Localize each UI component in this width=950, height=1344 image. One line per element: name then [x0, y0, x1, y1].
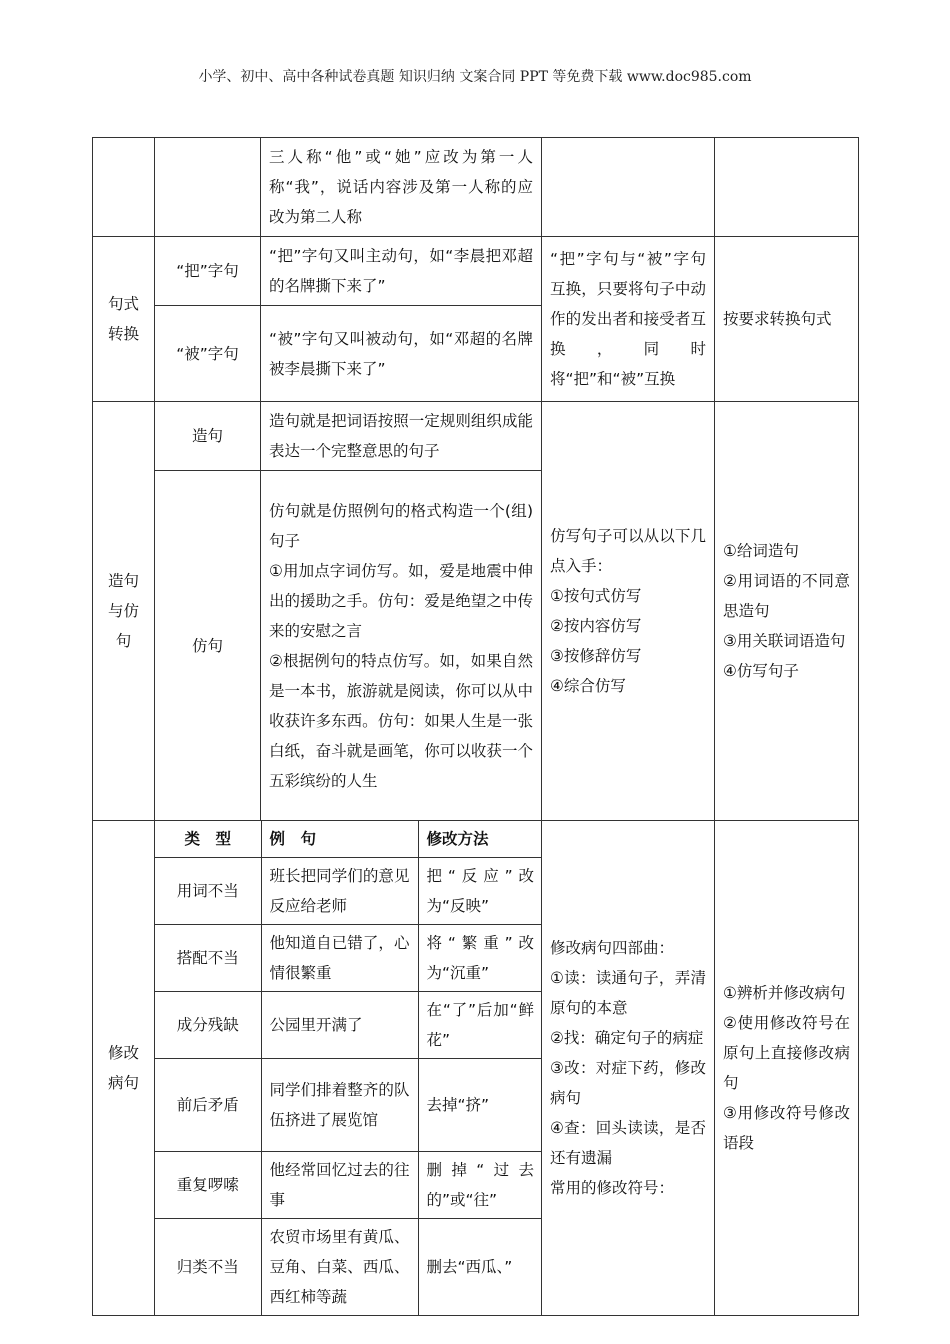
category-sentence-transform: 句式 转换: [93, 237, 155, 402]
method-fix-sentence: 修改病句四部曲： ①读：读通句子，弄清原句的本意 ②找：确定句子的病症 ③改：对症下药，修改病句 ④查：回头读读，是否还有遗漏 常用的修改符号：: [542, 821, 715, 1316]
definition-ba: “把”字句又叫主动句，如“李晨把邓超的名牌撕下来了”: [261, 237, 542, 306]
type-cell: 归类不当: [155, 1219, 261, 1316]
fix-sentence-subtable-cell: [155, 821, 542, 1316]
fix-cell: 删去“西瓜、”: [418, 1219, 542, 1316]
question-fix-sentence: ①辨析并修改病句 ②使用修改符号在原句上直接修改病句 ③用修改符号修改语段: [715, 821, 859, 1316]
subtype-imitate: 仿句: [155, 471, 261, 821]
header-example: 例 句: [261, 821, 418, 858]
fix-cell: 在“了”后加“鲜花”: [418, 992, 542, 1059]
example-cell: 公园里开满了: [261, 992, 418, 1059]
table-row: [93, 237, 859, 306]
type-cell: 重复啰嗦: [155, 1152, 261, 1219]
definition-imitate: 仿句就是仿照例句的格式构造一个(组)句子 ①用加点字词仿写。如，爱是地震中伸出的援助之手。仿句：爱是绝望之中传来的安慰之言 ②根据例句的特点仿写。如，如果自然是一本书，旅游就是阅读，你可以从中收获许多东西。仿句：如果人生是一张白纸，奋斗就是画笔，你可以收获一个五彩缤纷的人生: [261, 471, 542, 821]
header-fix: 修改方法: [418, 821, 542, 858]
subtype-make: 造句: [155, 402, 261, 471]
subtable-row: [155, 1059, 542, 1152]
subtype-ba: “把”字句: [155, 237, 261, 306]
fix-cell: 删掉“过去的”或“往”: [418, 1152, 542, 1219]
question-sentence-transform: 按要求转换句式: [715, 237, 859, 402]
method-make-sentence: 仿写句子可以从以下几点入手： ①按句式仿写 ②按内容仿写 ③按修辞仿写 ④综合仿写: [542, 402, 715, 821]
subtable-row: [155, 1219, 542, 1316]
method-sentence-transform: “把”字句与“被”字句互换，只要将句子中动作的发出者和接受者互换，同时将“把”和“被”互换: [542, 237, 715, 402]
type-cell: 前后矛盾: [155, 1059, 261, 1152]
definition-bei: “被”字句又叫被动句，如“邓超的名牌被李晨撕下来了”: [261, 306, 542, 402]
subtable-row: [155, 925, 542, 992]
example-cell: 农贸市场里有黄瓜、豆角、白菜、西瓜、西红柿等蔬: [261, 1219, 418, 1316]
fix-cell: 将“繁重”改为“沉重”: [418, 925, 542, 992]
example-cell: 他经常回忆过去的往事: [261, 1152, 418, 1219]
subtable-row: [155, 1152, 542, 1219]
subtable-row: [155, 858, 542, 925]
type-cell: 用词不当: [155, 858, 261, 925]
subtype-bei: “被”字句: [155, 306, 261, 402]
table-row: [93, 138, 859, 237]
table-row: [93, 821, 859, 1316]
question-make-sentence: ①给词造句 ②用词语的不同意思造句 ③用关联词语造句 ④仿写句子: [715, 402, 859, 821]
table-row: [93, 402, 859, 471]
category-make-sentence: 造句 与仿 句: [93, 402, 155, 821]
fix-cell: 去掉“挤”: [418, 1059, 542, 1152]
page-header: 小学、初中、高中各种试卷真题 知识归纳 文案合同 PPT 等免费下载 www.doc985.com: [198, 69, 752, 85]
question-cell: [715, 138, 859, 237]
fix-cell: 把“反应”改为“反映”: [418, 858, 542, 925]
type-cell: 成分残缺: [155, 992, 261, 1059]
category-cell: [93, 138, 155, 237]
subtable-row: [155, 992, 542, 1059]
category-fix-sentence: 修改 病句: [93, 821, 155, 1316]
method-cell: [542, 138, 715, 237]
subtable-header-row: [155, 821, 542, 858]
definition-make: 造句就是把词语按照一定规则组织成能表达一个完整意思的句子: [261, 402, 542, 471]
example-cell: 他知道自已错了，心情很繁重: [261, 925, 418, 992]
definition-cell: 三人称“他”或“她”应改为第一人称“我”，说话内容涉及第一人称的应改为第二人称: [261, 138, 542, 237]
header-type: 类 型: [155, 821, 261, 858]
fix-sentence-subtable: [155, 821, 542, 1315]
example-cell: 同学们排着整齐的队伍挤进了展览馆: [261, 1059, 418, 1152]
knowledge-table: [92, 137, 859, 1316]
type-cell: 搭配不当: [155, 925, 261, 992]
example-cell: 班长把同学们的意见反应给老师: [261, 858, 418, 925]
subtype-cell: [155, 138, 261, 237]
